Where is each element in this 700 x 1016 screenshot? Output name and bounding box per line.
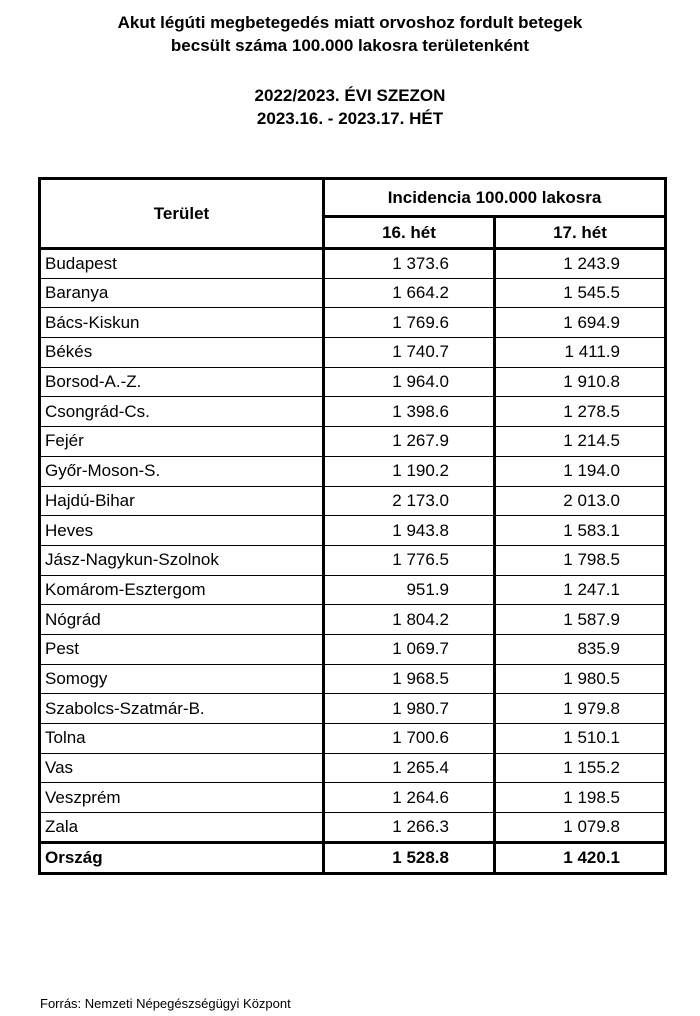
value-week-16: 1 740.7 bbox=[324, 338, 495, 368]
value-week-17: 1 510.1 bbox=[495, 724, 666, 754]
value-week-17: 1 411.9 bbox=[495, 338, 666, 368]
value-week-17: 1 214.5 bbox=[495, 427, 666, 457]
header-week-16: 16. hét bbox=[324, 217, 495, 249]
value-week-16: 1 264.6 bbox=[324, 783, 495, 813]
region-name: Veszprém bbox=[40, 783, 324, 813]
table-row bbox=[40, 308, 666, 338]
value-week-16: 1 943.8 bbox=[324, 516, 495, 546]
value-week-17: 1 798.5 bbox=[495, 545, 666, 575]
value-week-17: 2 013.0 bbox=[495, 486, 666, 516]
total-row bbox=[40, 842, 666, 873]
table-row bbox=[40, 575, 666, 605]
value-week-17: 1 278.5 bbox=[495, 397, 666, 427]
region-name: Pest bbox=[40, 634, 324, 664]
title-line-2: becsült száma 100.000 lakosra területenként bbox=[170, 36, 530, 55]
value-week-16: 1 700.6 bbox=[324, 724, 495, 754]
value-week-17: 1 247.1 bbox=[495, 575, 666, 605]
value-week-16: 1 266.3 bbox=[324, 813, 495, 843]
table-row bbox=[40, 278, 666, 308]
table-row bbox=[40, 367, 666, 397]
region-name: Csongrád-Cs. bbox=[40, 397, 324, 427]
region-name: Békés bbox=[40, 338, 324, 368]
region-name: Komárom-Esztergom bbox=[40, 575, 324, 605]
region-name: Jász-Nagykun-Szolnok bbox=[40, 545, 324, 575]
value-week-16: 1 267.9 bbox=[324, 427, 495, 457]
value-week-17: 1 587.9 bbox=[495, 605, 666, 635]
value-week-17: 1 583.1 bbox=[495, 516, 666, 546]
table-row bbox=[40, 634, 666, 664]
region-name: Bács-Kiskun bbox=[40, 308, 324, 338]
region-name: Vas bbox=[40, 753, 324, 783]
value-week-16: 1 664.2 bbox=[324, 278, 495, 308]
table-body bbox=[40, 249, 666, 874]
value-week-16: 2 173.0 bbox=[324, 486, 495, 516]
table-row bbox=[40, 724, 666, 754]
week-range-label: 2023.16. - 2023.17. HÉT bbox=[256, 109, 444, 128]
value-week-17: 1 979.8 bbox=[495, 694, 666, 724]
region-name: Baranya bbox=[40, 278, 324, 308]
table-row bbox=[40, 516, 666, 546]
table-row bbox=[40, 813, 666, 843]
value-week-17: 1 079.8 bbox=[495, 813, 666, 843]
value-week-16: 1 373.6 bbox=[324, 249, 495, 279]
season-label: 2022/2023. ÉVI SZEZON bbox=[254, 86, 446, 105]
value-week-17: 1 980.5 bbox=[495, 664, 666, 694]
header-incidence: Incidencia 100.000 lakosra bbox=[324, 179, 666, 217]
region-name: Ország bbox=[40, 842, 324, 873]
region-name: Somogy bbox=[40, 664, 324, 694]
region-name: Hajdú-Bihar bbox=[40, 486, 324, 516]
value-week-16: 1 265.4 bbox=[324, 753, 495, 783]
title-line-1: Akut légúti megbetegedés miatt orvoshoz fordult betegek bbox=[117, 13, 583, 32]
region-name: Tolna bbox=[40, 724, 324, 754]
region-name: Fejér bbox=[40, 427, 324, 457]
table-row bbox=[40, 249, 666, 279]
region-name: Nógrád bbox=[40, 605, 324, 635]
table-row bbox=[40, 783, 666, 813]
incidence-table bbox=[38, 177, 667, 875]
region-name: Szabolcs-Szatmár-B. bbox=[40, 694, 324, 724]
value-week-16: 1 980.7 bbox=[324, 694, 495, 724]
value-week-17: 1 694.9 bbox=[495, 308, 666, 338]
table-row bbox=[40, 545, 666, 575]
region-name: Heves bbox=[40, 516, 324, 546]
table-row bbox=[40, 486, 666, 516]
value-week-16: 1 769.6 bbox=[324, 308, 495, 338]
table-row bbox=[40, 456, 666, 486]
value-week-16: 1 776.5 bbox=[324, 545, 495, 575]
value-week-16: 1 069.7 bbox=[324, 634, 495, 664]
value-week-17: 1 420.1 bbox=[495, 842, 666, 873]
value-week-17: 1 910.8 bbox=[495, 367, 666, 397]
table-row bbox=[40, 338, 666, 368]
header-week-17: 17. hét bbox=[495, 217, 666, 249]
value-week-16: 1 398.6 bbox=[324, 397, 495, 427]
value-week-17: 1 194.0 bbox=[495, 456, 666, 486]
value-week-16: 1 190.2 bbox=[324, 456, 495, 486]
value-week-17: 1 155.2 bbox=[495, 753, 666, 783]
value-week-16: 951.9 bbox=[324, 575, 495, 605]
table-row bbox=[40, 397, 666, 427]
table-row bbox=[40, 605, 666, 635]
table-row bbox=[40, 427, 666, 457]
table-row bbox=[40, 664, 666, 694]
value-week-16: 1 964.0 bbox=[324, 367, 495, 397]
value-week-16: 1 528.8 bbox=[324, 842, 495, 873]
value-week-16: 1 804.2 bbox=[324, 605, 495, 635]
value-week-16: 1 968.5 bbox=[324, 664, 495, 694]
value-week-17: 1 545.5 bbox=[495, 278, 666, 308]
header-region: Terület bbox=[40, 179, 324, 249]
source-note: Forrás: Nemzeti Népegészségügyi Központ bbox=[40, 996, 291, 1011]
region-name: Borsod-A.-Z. bbox=[40, 367, 324, 397]
value-week-17: 1 198.5 bbox=[495, 783, 666, 813]
region-name: Zala bbox=[40, 813, 324, 843]
value-week-17: 1 243.9 bbox=[495, 249, 666, 279]
table-row bbox=[40, 694, 666, 724]
region-name: Győr-Moson-S. bbox=[40, 456, 324, 486]
table-row bbox=[40, 753, 666, 783]
region-name: Budapest bbox=[40, 249, 324, 279]
value-week-17: 835.9 bbox=[495, 634, 666, 664]
